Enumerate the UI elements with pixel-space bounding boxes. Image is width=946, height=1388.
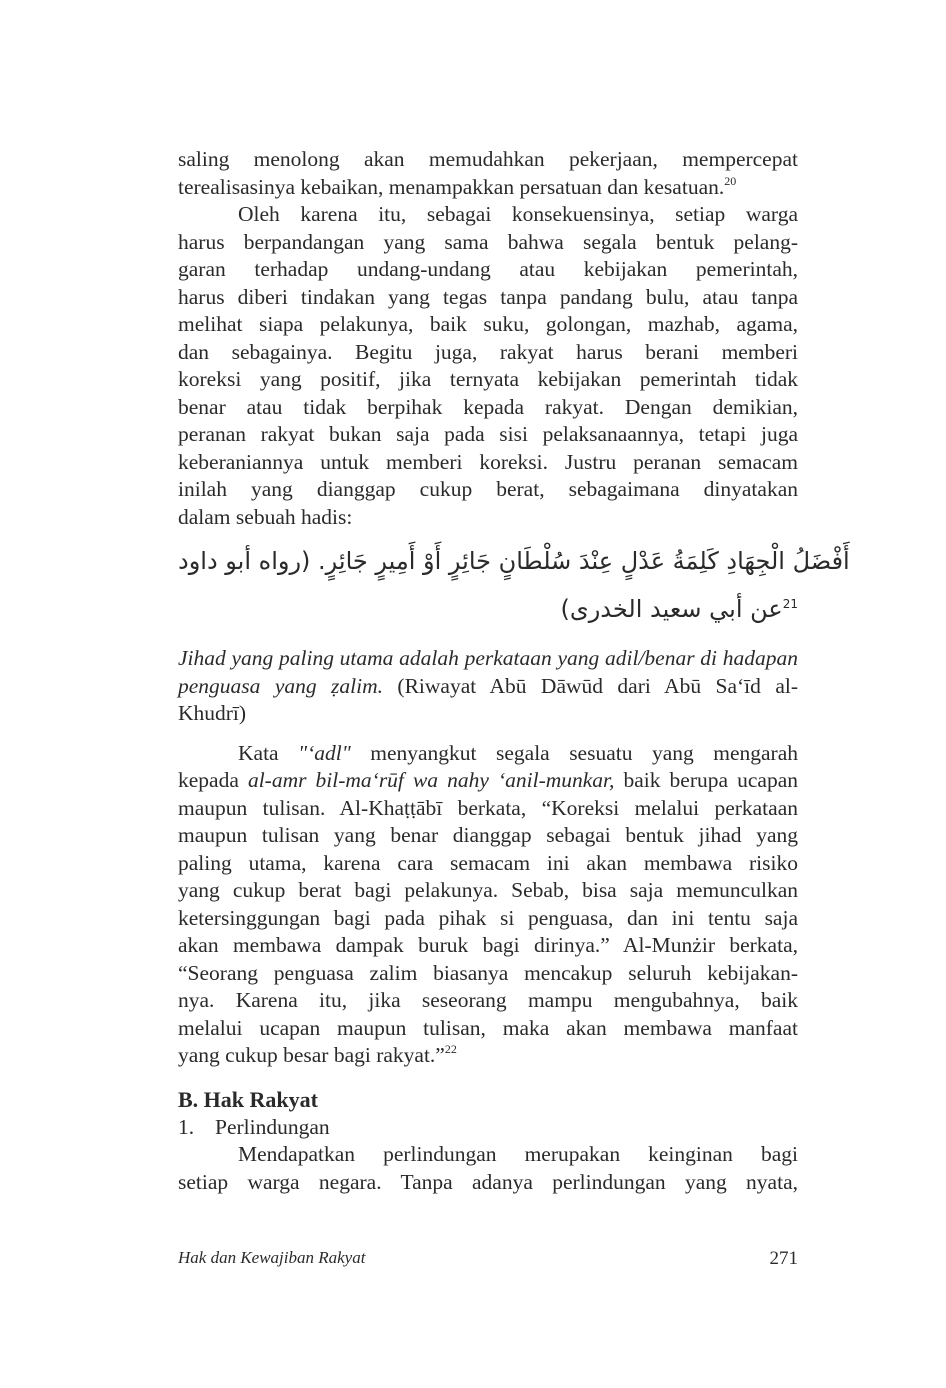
text-line: inilah yang dianggap cukup berat, sebagaimana dinyatakan <box>178 477 798 501</box>
text-line: melalui ucapan maupun tulisan, maka akan membawa manfaat <box>178 1015 798 1040</box>
text-line: saling menolong akan memudahkan pekerjaan, mempercepat <box>178 147 798 171</box>
text-line: maupun tulisan. Al-Khaṭṭābī berkata, “Koreksi melalui perkataan <box>178 795 798 820</box>
text-line: maupun tulisan yang benar dianggap sebagai bentuk jihad yang <box>178 823 798 847</box>
text-line: nya. Karena itu, jika seseorang mampu mengubahnya, baik <box>178 988 798 1012</box>
hadith-translation <box>178 645 798 728</box>
text-line: yang cukup berat bagi pelakunya. Sebab, bisa saja memunculkan <box>178 878 798 902</box>
text-line: garan terhadap undang-undang atau kebijakan pemerintah, <box>178 257 798 281</box>
footnote-marker: 22 <box>444 1042 457 1056</box>
hadith-arabic <box>178 537 850 633</box>
text-line: Khudrī) <box>178 701 247 725</box>
text-line: koreksi yang positif, jika ternyata kebijakan pemerintah tidak <box>178 367 798 391</box>
footnote-marker: 20 <box>724 173 737 188</box>
paragraph-1 <box>178 146 798 201</box>
subsection-heading: 1. Perlindungan <box>178 1114 330 1139</box>
page-number: 271 <box>769 1248 798 1269</box>
paragraph-3 <box>178 740 798 1070</box>
arabic-line: أَفْضَلُ الْجِهَادِ كَلِمَةُ عَدْلٍ عِنْدَ سُلْطَانٍ جَائِرٍ أَوْ أَمِيرٍ جَائِرٍ. (رواه أبو داود <box>178 547 850 575</box>
text-line: ketersinggungan bagi pada pihak si penguasa, dan ini tentu saja <box>178 905 798 930</box>
text-line: yang cukup besar bagi rakyat.”$^{22}$ <box>178 1042 457 1067</box>
paragraph-2 <box>178 201 798 531</box>
footnote-marker: 21 <box>782 597 798 611</box>
text-line: Kata "‘adl" menyangkut segala sesuatu yang mengarah <box>238 740 798 765</box>
text-line: peranan rakyat bukan saja pada sisi pelaksanaannya, tetapi juga <box>178 422 798 446</box>
text-line: paling utama, karena cara semacam ini akan membawa risiko <box>178 850 798 875</box>
text-line: terealisasinya kebaikan, menampakkan persatuan dan kesatuan.$^{20}$ <box>178 173 737 199</box>
page-body <box>178 146 850 1196</box>
text-line: Oleh karena itu, sebagai konsekuensinya, setiap warga <box>238 202 798 226</box>
text-line: akan membawa dampak buruk bagi dirinya.” Al-Munżir berkata, <box>178 933 798 957</box>
text-line: Mendapatkan perlindungan merupakan keinginan bagi <box>238 1142 798 1166</box>
page-footer <box>178 1248 798 1274</box>
text-line: dalam sebuah hadis: <box>178 504 353 529</box>
text-line: keberaniannya untuk memberi koreksi. Justru peranan semacam <box>178 449 798 474</box>
text-line: setiap warga negara. Tanpa adanya perlindungan yang nyata, <box>178 1169 798 1194</box>
text-line: Jihad yang paling utama adalah perkataan yang adil/benar di hadapan <box>178 646 798 670</box>
text-line: “Seorang penguasa zalim biasanya mencakup seluruh kebijakan- <box>178 960 798 985</box>
text-line: benar atau tidak berpihak kepada rakyat. Dengan demikian, <box>178 394 798 419</box>
paragraph-4 <box>178 1141 798 1196</box>
section-b <box>178 1086 798 1142</box>
text-line: melihat siapa pelakunya, baik suku, golongan, mazhab, agama, <box>178 312 798 336</box>
text-line: harus berpandangan yang sama bahwa segala bentuk pelang- <box>178 229 798 254</box>
section-heading: B. Hak Rakyat <box>178 1086 318 1112</box>
arabic-line: $^{21}$عن أبي سعيد الخدرى) <box>560 595 798 623</box>
text-line: dan sebagainya. Begitu juga, rakyat harus berani memberi <box>178 339 798 364</box>
text-line: kepada al-amr bil-ma‘rūf wa nahy ‘anil-munkar, baik berupa ucapan <box>178 768 798 792</box>
text-line: penguasa yang ẓalim. (Riwayat Abū Dāwūd dari Abū Sa‘īd al- <box>178 673 799 698</box>
text-line: harus diberi tindakan yang tegas tanpa pandang bulu, atau tanpa <box>178 284 798 309</box>
running-title: Hak dan Kewajiban Rakyat <box>178 1248 366 1267</box>
